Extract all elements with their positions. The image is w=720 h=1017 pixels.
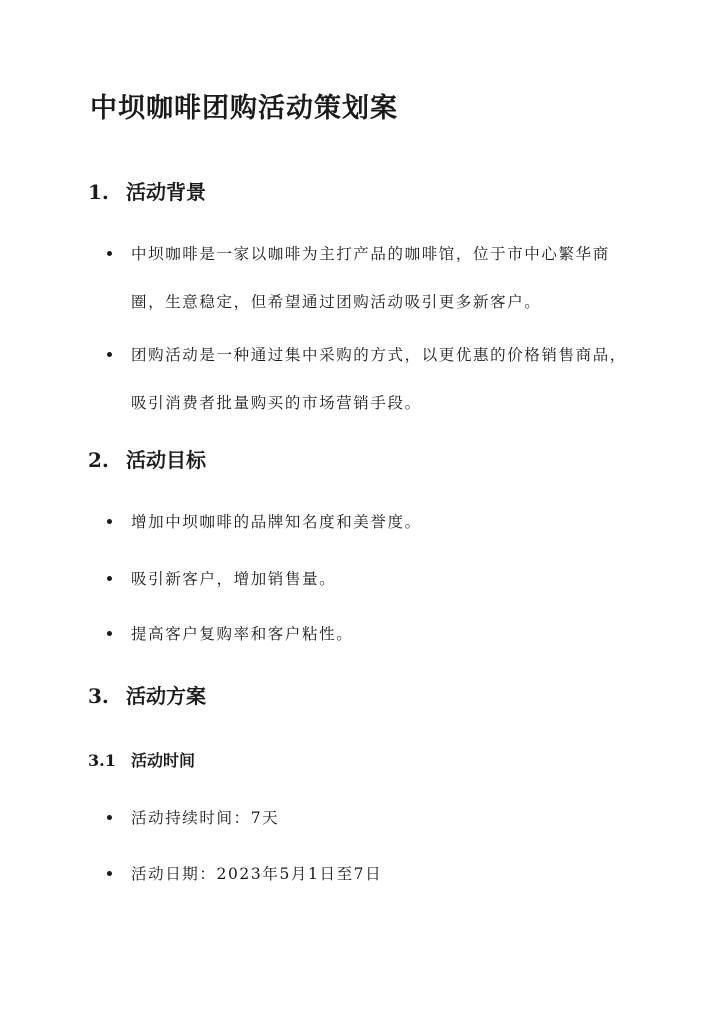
section-heading-plan: [88, 680, 206, 709]
subsection-number: 3.1: [88, 751, 116, 770]
list-item: [107, 230, 627, 326]
list-item: [107, 850, 627, 898]
section-title: 活动方案: [126, 684, 206, 708]
section-number: 3.: [88, 684, 109, 708]
section-title: 活动目标: [126, 448, 206, 472]
list-item-text: 吸引新客户，增加销售量。: [131, 570, 337, 588]
list-item-text: 中坝咖啡是一家以咖啡为主打产品的咖啡馆，位于市中心繁华商圈，生意稳定，但希望通过团购活动吸引更多新客户。: [131, 245, 610, 311]
list-item: [107, 555, 627, 603]
list-item: [107, 794, 627, 842]
bullet-icon: [107, 631, 112, 636]
list-item-text: 活动持续时间：7天: [131, 809, 280, 827]
document-title: 中坝咖啡团购活动策划案: [90, 93, 398, 124]
section-heading-goals: [88, 444, 206, 473]
section-title: 活动背景: [126, 180, 206, 204]
bullet-icon: [107, 871, 112, 876]
subsection-title: 活动时间: [131, 751, 196, 770]
list-item-text: 增加中坝咖啡的品牌知名度和美誉度。: [131, 513, 422, 531]
bullet-icon: [107, 251, 112, 256]
subsection-heading-time: [88, 748, 195, 771]
bullet-icon: [107, 352, 112, 357]
bullet-icon: [107, 815, 112, 820]
section-number: 2.: [88, 448, 109, 472]
list-item-text: 提高客户复购率和客户粘性。: [131, 625, 354, 643]
section-heading-background: [88, 176, 206, 205]
list-item: [107, 610, 627, 658]
bullet-icon: [107, 519, 112, 524]
list-item: [107, 498, 627, 546]
list-item: [107, 331, 627, 427]
section-number: 1.: [88, 180, 109, 204]
bullet-icon: [107, 576, 112, 581]
list-item-text: 团购活动是一种通过集中采购的方式，以更优惠的价格销售商品，吸引消费者批量购买的市场营销手段。: [131, 346, 627, 412]
list-item-text: 活动日期：2023年5月1日至7日: [131, 865, 383, 883]
